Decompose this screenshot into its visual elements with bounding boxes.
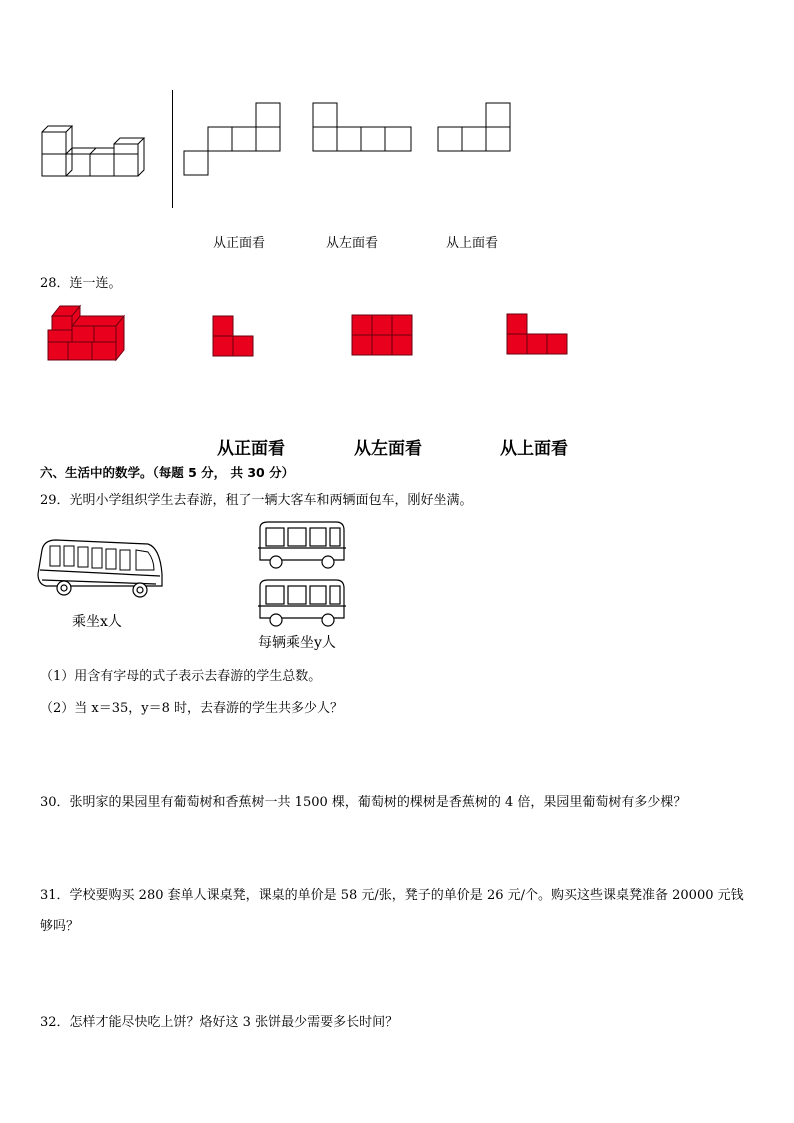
q27-label-top: 从上面看 (446, 236, 499, 251)
q27-view-top (437, 101, 515, 155)
section-six-heading: 六、生活中的数学。（每题 5 分， 共 30 分） (40, 465, 295, 480)
bus-illustration (36, 534, 166, 604)
q29-sub1: （1）用含有字母的式子表示去春游的学生总数。 (40, 669, 322, 684)
van-illustration-1 (256, 520, 348, 572)
q28-red-view-b (351, 314, 415, 358)
van-caption: 每辆乘坐y人 (258, 635, 336, 651)
q28-label-left: 从左面看 (354, 439, 422, 459)
q28-red-cube-solid (44, 302, 128, 364)
q31-line1: 31．学校要购买 280 套单人课桌凳，课桌的单价是 58 元/张，凳子的单价是 26 元/个。购买这些课桌凳准备 20000 元钱 (40, 888, 744, 903)
bus-caption: 乘坐x人 (72, 614, 122, 630)
q29-text: 29．光明小学组织学生去春游，租了一辆大客车和两辆面包车，刚好坐满。 (40, 493, 473, 508)
q27-view-front (184, 101, 284, 177)
van-illustration-2 (256, 578, 348, 630)
q27-label-left: 从左面看 (326, 236, 379, 251)
q28-red-view-c (506, 313, 570, 357)
q27-label-front: 从正面看 (213, 236, 266, 251)
q31-line2: 够吗？ (40, 919, 80, 934)
q28-red-view-a (212, 315, 256, 359)
q28-label-front: 从正面看 (217, 439, 285, 459)
q30-text: 30．张明家的果园里有葡萄树和香蕉树一共 1500 棵，葡萄树的棵树是香蕉树的 4 倍，果园里葡萄树有多少棵？ (40, 795, 687, 810)
q27-view-left (312, 101, 416, 155)
q32-text: 32．怎样才能尽快吃上饼？烙好这 3 张饼最少需要多长时间？ (40, 1015, 399, 1030)
vertical-separator (172, 90, 173, 208)
q28-label-top: 从上面看 (500, 439, 568, 459)
q27-cube-solid (40, 122, 155, 182)
q28-title: 28．连一连。 (40, 276, 122, 291)
q29-sub2: （2）当 x＝35，y＝8 时，去春游的学生共多少人？ (40, 701, 344, 716)
